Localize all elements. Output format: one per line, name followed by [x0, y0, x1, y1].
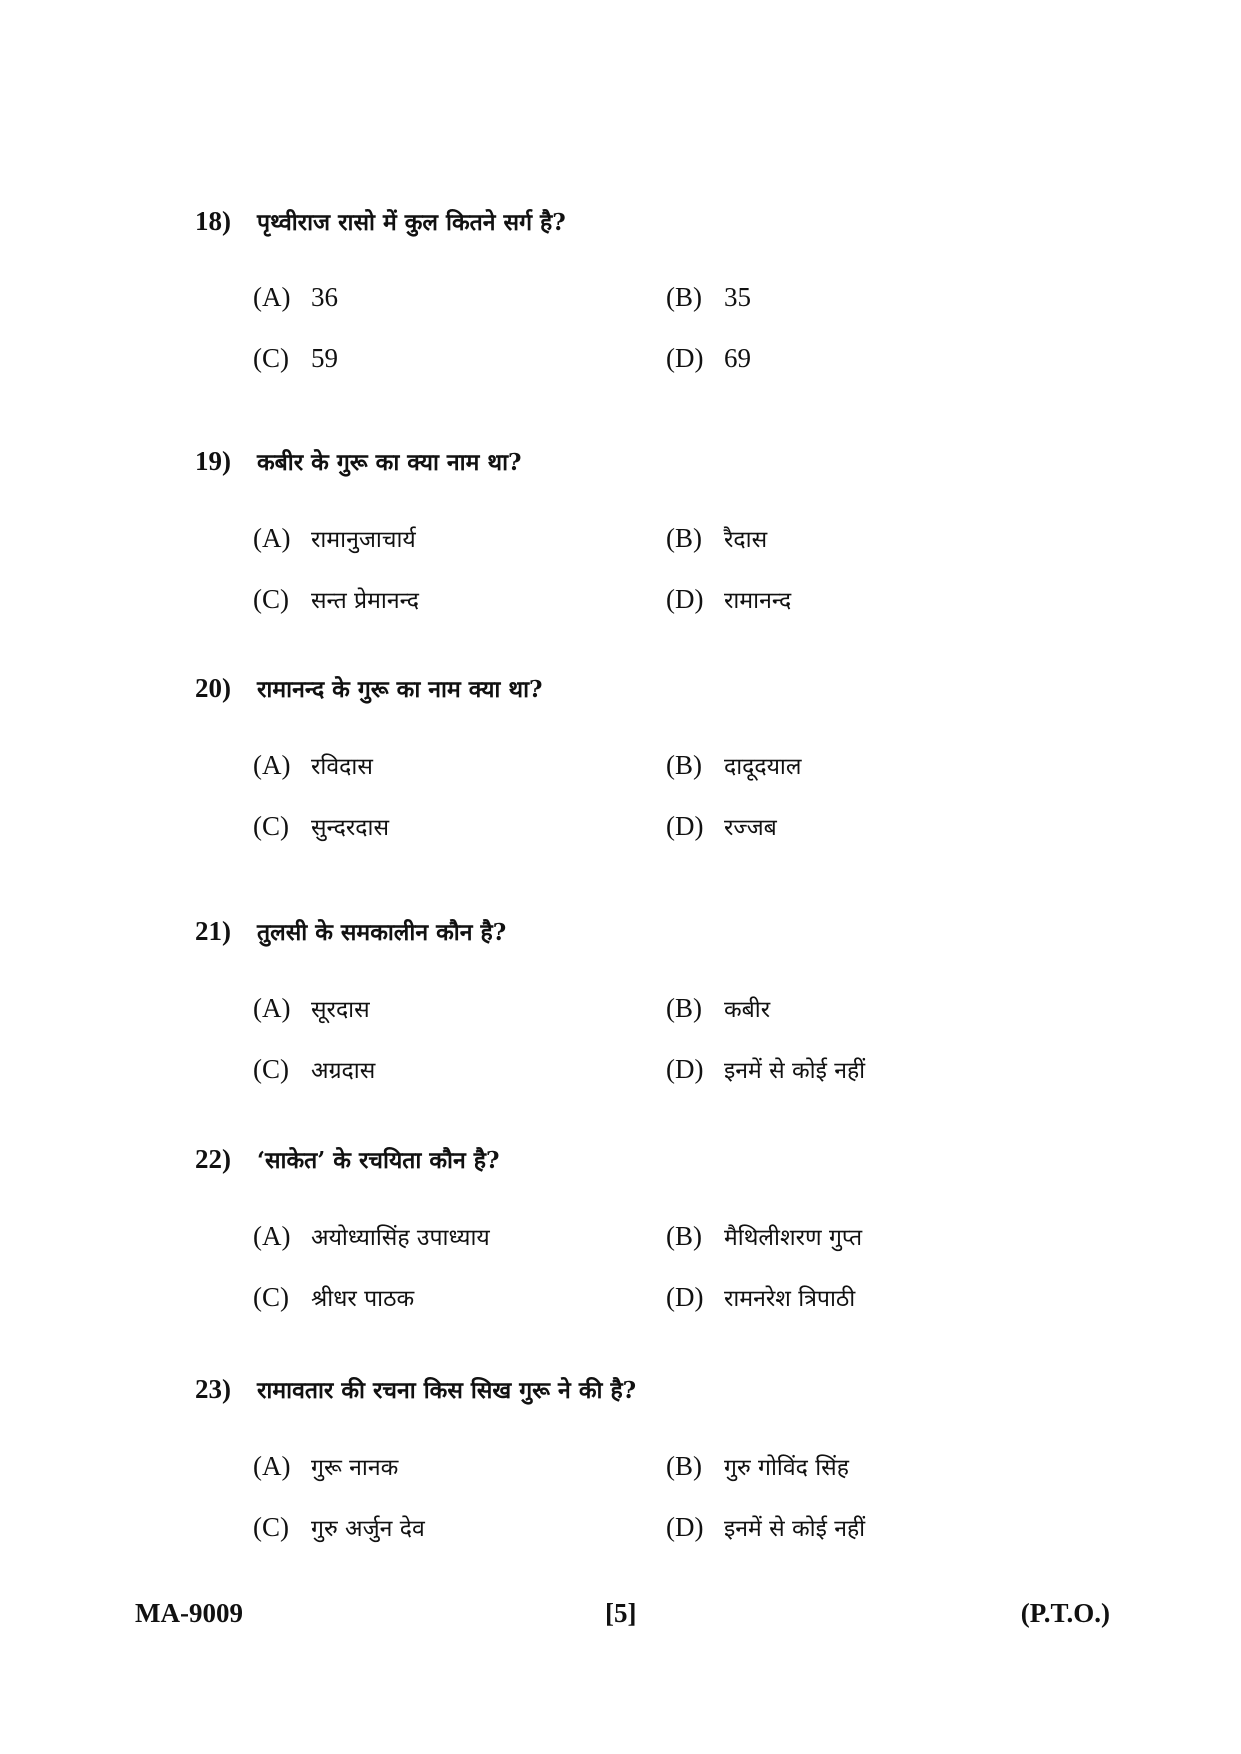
option-c — [253, 1511, 666, 1543]
question-number: 20) — [195, 673, 231, 703]
option-row — [195, 1038, 1155, 1099]
option-letter: (C) — [253, 810, 289, 841]
option-row — [195, 977, 1155, 1038]
option-text: अग्रदास — [311, 1057, 376, 1084]
question-text: ‘साकेत’ के रचयिता कौन है? — [257, 1147, 500, 1174]
option-text: 69 — [724, 343, 751, 373]
option-letter: (A) — [253, 1450, 291, 1481]
option-text: श्रीधर पाठक — [311, 1285, 415, 1312]
option-letter: (D) — [666, 1281, 704, 1312]
option-c — [253, 1053, 666, 1085]
question-20 — [195, 672, 1155, 856]
option-row — [195, 1496, 1155, 1557]
question-line — [195, 445, 1155, 495]
question-line — [195, 915, 1155, 965]
option-text: रज्जब — [724, 814, 777, 841]
option-row — [195, 568, 1155, 629]
question-23 — [195, 1373, 1155, 1557]
option-text: दादूदयाल — [724, 753, 802, 780]
option-letter: (D) — [666, 1053, 704, 1084]
question-number: 23) — [195, 1374, 231, 1404]
option-text: 36 — [311, 282, 338, 312]
paper-code: MA-9009 — [135, 1598, 243, 1628]
option-letter: (B) — [666, 992, 702, 1023]
option-letter: (C) — [253, 583, 289, 614]
option-a — [253, 1450, 666, 1482]
question-text: तुलसी के समकालीन कौन है? — [257, 919, 507, 946]
option-letter: (D) — [666, 1511, 704, 1542]
option-d — [666, 810, 1079, 842]
option-text: सन्त प्रेमानन्द — [311, 587, 419, 614]
option-letter: (B) — [666, 1450, 702, 1481]
question-19 — [195, 445, 1155, 629]
option-text: गुरू नानक — [311, 1454, 399, 1481]
option-c — [253, 1281, 666, 1313]
option-row — [195, 795, 1155, 856]
option-text: सूरदास — [311, 996, 370, 1023]
option-a — [253, 522, 666, 554]
question-number: 22) — [195, 1144, 231, 1174]
option-text: गुरु गोविंद सिंह — [724, 1454, 849, 1481]
option-letter: (A) — [253, 992, 291, 1023]
question-text: रामानन्द के गुरू का नाम क्या था? — [257, 676, 543, 703]
option-letter: (C) — [253, 1511, 289, 1542]
option-letter: (A) — [253, 522, 291, 553]
option-d — [666, 1281, 1079, 1313]
question-line — [195, 205, 1155, 255]
option-c — [253, 810, 666, 842]
option-letter: (A) — [253, 1220, 291, 1251]
option-letter: (A) — [253, 282, 291, 312]
option-letter: (B) — [666, 749, 702, 780]
option-letter: (D) — [666, 583, 704, 614]
option-letter: (D) — [666, 810, 704, 841]
option-text: मैथिलीशरण गुप्त — [724, 1224, 863, 1251]
option-text: 59 — [311, 343, 338, 373]
question-line — [195, 1143, 1155, 1193]
option-d — [666, 343, 1079, 374]
option-row — [195, 1266, 1155, 1327]
option-row — [195, 1435, 1155, 1496]
option-c — [253, 343, 666, 374]
question-text: रामावतार की रचना किस सिख गुरू ने की है? — [257, 1377, 637, 1404]
option-text: इनमें से कोई नहीं — [724, 1515, 866, 1542]
option-text: कबीर — [724, 996, 771, 1023]
option-text: अयोध्यासिंह उपाध्याय — [311, 1224, 490, 1251]
question-number: 19) — [195, 446, 231, 476]
option-b — [666, 992, 1079, 1024]
option-letter: (B) — [666, 282, 702, 312]
option-text: रैदास — [724, 526, 768, 553]
option-letter: (B) — [666, 522, 702, 553]
please-turn-over: (P.T.O.) — [1020, 1598, 1110, 1628]
option-letter: (C) — [253, 1053, 289, 1084]
question-text: कबीर के गुरू का क्या नाम था? — [257, 449, 522, 476]
option-letter: (C) — [253, 1281, 289, 1312]
question-22 — [195, 1143, 1155, 1327]
option-letter: (C) — [253, 343, 289, 373]
option-b — [666, 749, 1079, 781]
option-letter: (B) — [666, 1220, 702, 1251]
question-number: 21) — [195, 916, 231, 946]
page-footer — [135, 1598, 1110, 1638]
question-text: पृथ्वीराज रासो में कुल कितने सर्ग है? — [257, 209, 566, 236]
question-number: 18) — [195, 206, 231, 236]
option-letter: (A) — [253, 749, 291, 780]
option-text: इनमें से कोई नहीं — [724, 1057, 866, 1084]
option-text: 35 — [724, 282, 751, 312]
option-row — [195, 1205, 1155, 1266]
option-b — [666, 1450, 1079, 1482]
option-text: रामानुजाचार्य — [311, 526, 416, 553]
option-row — [195, 267, 1155, 328]
question-line — [195, 1373, 1155, 1423]
option-a — [253, 749, 666, 781]
option-text: गुरु अर्जुन देव — [311, 1515, 425, 1542]
option-row — [195, 328, 1155, 389]
option-b — [666, 282, 1079, 313]
option-a — [253, 282, 666, 313]
option-c — [253, 583, 666, 615]
option-row — [195, 734, 1155, 795]
question-21 — [195, 915, 1155, 1099]
option-d — [666, 1511, 1079, 1543]
option-d — [666, 583, 1079, 615]
question-18 — [195, 205, 1155, 389]
page-number: [5] — [605, 1598, 637, 1628]
option-text: रविदास — [311, 753, 373, 780]
option-row — [195, 507, 1155, 568]
question-line — [195, 672, 1155, 722]
option-text: रामनरेश त्रिपाठी — [724, 1285, 856, 1312]
option-letter: (D) — [666, 343, 704, 373]
option-b — [666, 522, 1079, 554]
option-b — [666, 1220, 1079, 1252]
option-a — [253, 1220, 666, 1252]
option-text: सुन्दरदास — [311, 814, 389, 841]
option-a — [253, 992, 666, 1024]
option-text: रामानन्द — [724, 587, 792, 614]
option-d — [666, 1053, 1079, 1085]
